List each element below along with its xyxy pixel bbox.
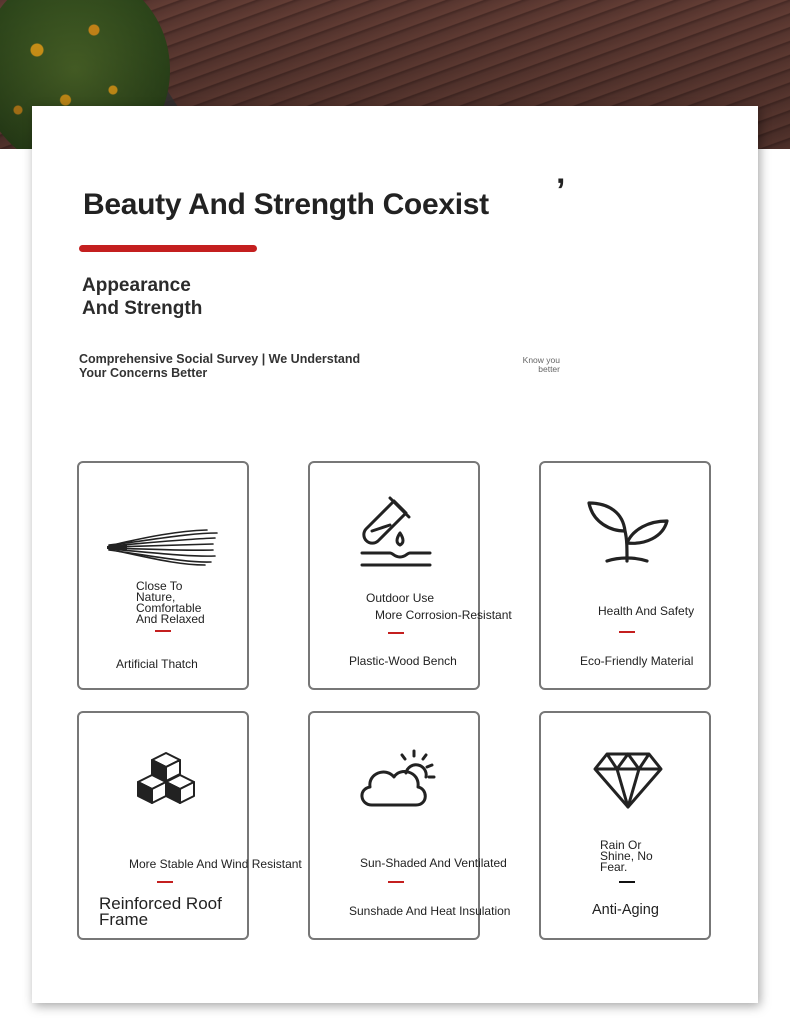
feature-divider (619, 631, 635, 633)
survey-text: Comprehensive Social Survey | We Understand Your Concerns Better (79, 352, 361, 380)
feature-name: Reinforced Roof Frame (99, 894, 222, 929)
feature-name: Eco-Friendly Material (580, 654, 694, 668)
sprout-icon (587, 499, 669, 565)
section-subtitle: Appearance And Strength (82, 275, 203, 319)
feature-tagline-secondary: More Corrosion-Resistant (375, 608, 512, 622)
feature-tagline: Sun-Shaded And Ventilated (360, 856, 507, 870)
title-underline (79, 245, 257, 252)
feature-card-sunshade[interactable] (308, 711, 511, 940)
feature-tagline: Outdoor Use (366, 591, 435, 605)
title-mark: ’ (556, 172, 566, 210)
feature-card-bench[interactable] (308, 461, 512, 690)
test-tube-icon (360, 495, 434, 569)
feature-name: Sunshade And Heat Insulation (349, 904, 511, 918)
feature-divider (388, 632, 404, 634)
feature-divider (619, 881, 635, 883)
feature-name: Plastic-Wood Bench (349, 654, 457, 668)
diamond-icon (593, 751, 663, 809)
cubes-icon (137, 751, 195, 805)
feature-name: Artificial Thatch (116, 657, 198, 671)
feature-divider (388, 881, 404, 883)
feature-name: Anti-Aging (592, 902, 659, 918)
feature-tagline: Rain Or Shine, No Fear. (600, 838, 653, 874)
feature-card-antiaging[interactable] (539, 711, 711, 940)
feature-tagline: More Stable And Wind Resistant (129, 857, 302, 871)
thatch-icon (107, 527, 219, 567)
feature-card-eco[interactable] (539, 461, 711, 690)
content-card (32, 106, 758, 1003)
page-title: Beauty And Strength Coexist (83, 188, 489, 221)
feature-divider (157, 881, 173, 883)
feature-divider (155, 630, 171, 632)
feature-card-roof[interactable] (77, 711, 302, 940)
feature-tagline: Health And Safety (598, 604, 695, 618)
feature-tagline: Close To Nature, Comfortable And Relaxed (136, 579, 205, 626)
sun-cloud-icon (356, 747, 438, 809)
feature-card-thatch[interactable] (77, 461, 249, 690)
know-you-text: Know you better (522, 355, 560, 374)
